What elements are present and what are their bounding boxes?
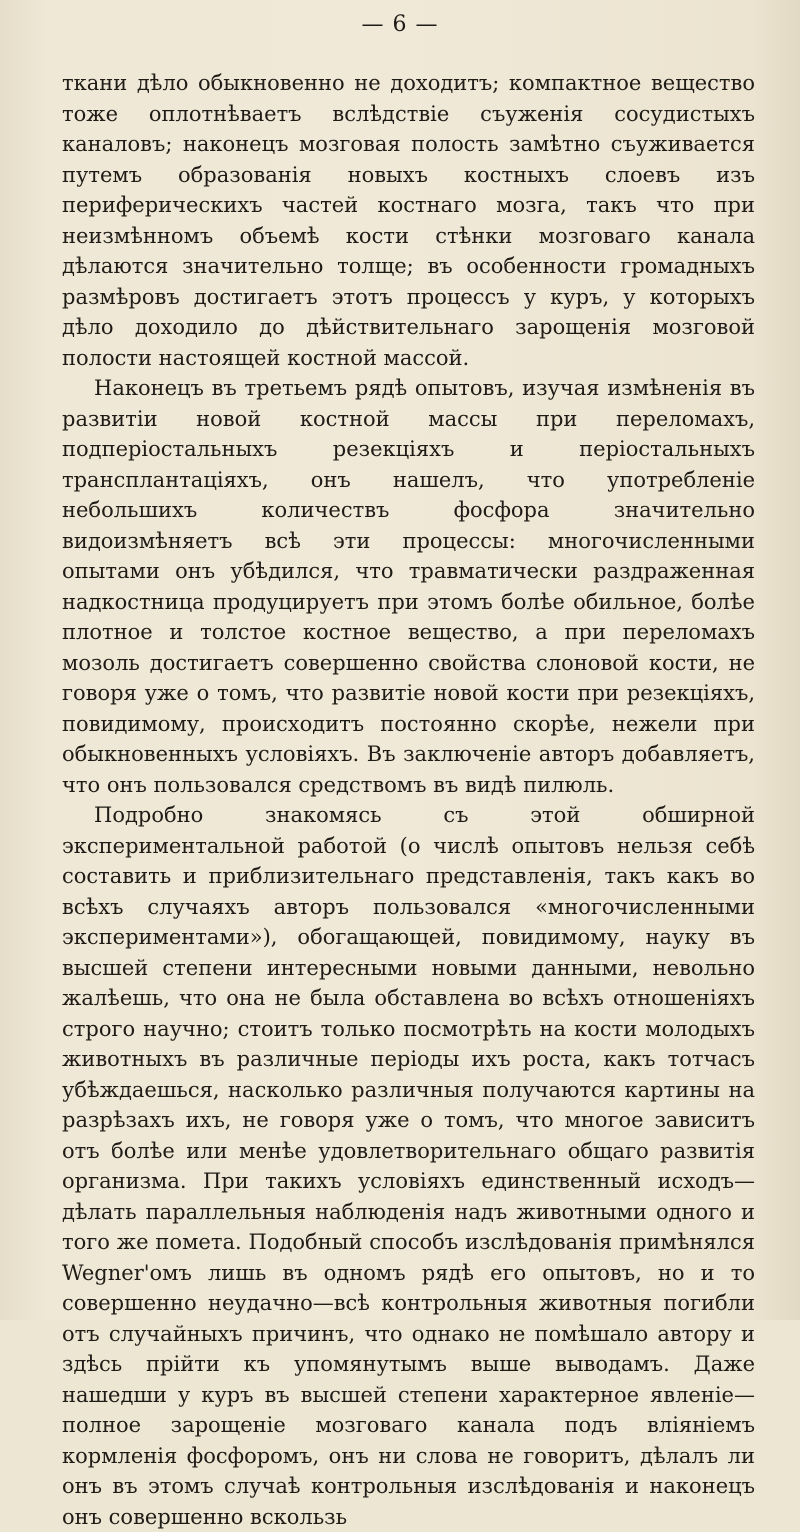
body-text: [62, 68, 755, 1532]
paragraph-continuation: ткани дѣло обыкновенно не доходитъ; компактное вещество тоже оплотнѣваетъ вслѣдствіе съуженія сосудистыхъ каналовъ; наконецъ мозговая полость замѣтно съуживается путемъ образованія новыхъ костныхъ слоевъ изъ периферическихъ частей костнаго мозга, такъ что при неизмѣнномъ объемѣ кости стѣнки мозговаго канала дѣлаются значительно толще; въ особенности громадныхъ размѣровъ достигаетъ этотъ процессъ у куръ, у которыхъ дѣло доходило до дѣйствительнаго зарощенія мозговой полости настоящей костной массой.: [62, 71, 755, 370]
paragraph-critique: Подробно знакомясь съ этой обширной экспериментальной работой (о числѣ опытовъ нельзя себѣ составить и приблизительнаго представленія, такъ какъ во всѣхъ случаяхъ авторъ пользовался «многочисленными экспериментами»), обогащающей, повидимому, науку въ высшей степени интересными новыми данными, невольно жалѣешь, что она не была обставлена во всѣхъ отношеніяхъ строго научно; стоитъ только посмотрѣть на кости молодыхъ животныхъ въ различные періоды ихъ роста, какъ тотчасъ убѣждаешься, насколько различныя получаются картины на разрѣзахъ ихъ, не говоря уже о томъ, что многое зависитъ отъ болѣе или менѣе удовлетворительнаго общаго развитія организма. При такихъ условіяхъ единственный исходъ—дѣлать параллельныя наблюденія надъ животными одного и того же помета. Подобный способъ изслѣдованія примѣнялся Wegner'омъ лишь въ одномъ рядѣ его опытовъ, но и то совершенно неудачно—всѣ контрольныя животныя погибли отъ случайныхъ причинъ, что однако не помѣшало автору и здѣсь прійти къ упомянутымъ выше выводамъ. Даже нашедши у куръ въ высшей степени характерное явленіе—полное зарощеніе мозговаго канала подъ вліяніемъ кормленія фосфоромъ, онъ ни слова не говоритъ, дѣлалъ ли онъ въ этомъ случаѣ контрольныя изслѣдованія и наконецъ онъ совершенно вскользь: [62, 803, 755, 1529]
paragraph-phosphorus-experiments: Наконецъ въ третьемъ рядѣ опытовъ, изучая измѣненія въ развитіи новой костной массы при переломахъ, подперіостальныхъ резекціяхъ и періостальныхъ трансплантаціяхъ, онъ нашелъ, что употребленіе небольшихъ количествъ фосфора значительно видоизмѣняетъ всѣ эти процессы: многочисленными опытами онъ убѣдился, что травматически раздраженная надкостница продуцируетъ при этомъ болѣе обильное, болѣе плотное и толстое костное вещество, а при переломахъ мозоль достигаетъ совершенно свойства слоновой кости, не говоря уже о томъ, что развитіе новой кости при резекціяхъ, повидимому, происходитъ постоянно скорѣе, нежели при обыкновенныхъ условіяхъ. Въ заключеніе авторъ добавляетъ, что онъ пользовался средствомъ въ видѣ пилюль.: [62, 376, 755, 797]
page-number: — 6 —: [361, 12, 439, 37]
